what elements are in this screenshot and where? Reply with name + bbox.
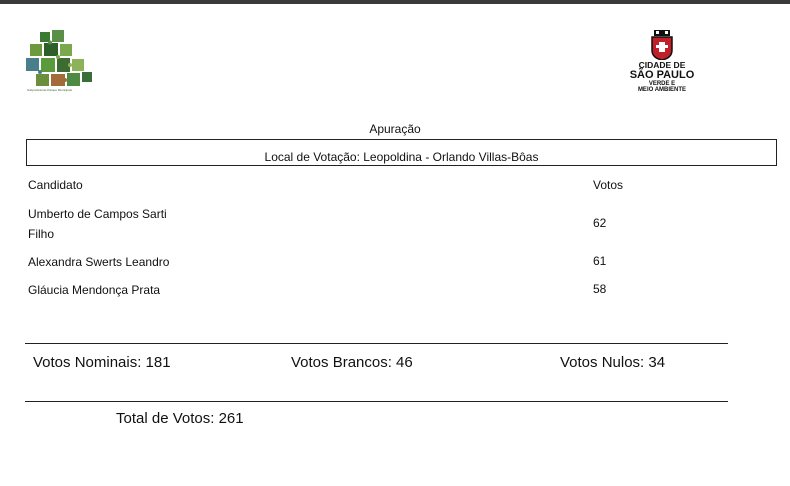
seal-icon [649, 30, 675, 60]
total-votos: Total de Votos: 261 [116, 410, 244, 427]
divider-bottom [25, 401, 728, 402]
seal-line1: CIDADE DE [638, 60, 686, 70]
candidate-name [28, 252, 208, 272]
candidate-name-line2: Filho [28, 227, 55, 241]
candidate-name-line1: Umberto de Campos Sarti [28, 207, 167, 221]
logo-left-caption: Subprefeituras Parque Municipais [27, 88, 73, 92]
page-title: Apuração [369, 122, 421, 136]
candidate-name [28, 280, 208, 300]
top-border [0, 0, 790, 4]
column-header-candidate: Candidato [28, 178, 83, 192]
candidate-name-line1: Gláucia Mendonça Prata [28, 283, 161, 297]
candidate-votes: 58 [593, 282, 607, 296]
votos-nominais: Votos Nominais: 181 [33, 354, 171, 371]
candidate-votes: 61 [593, 254, 607, 268]
city-seal-logo [626, 30, 698, 100]
candidate-name-line1: Alexandra Swerts Leandro [28, 255, 170, 269]
voting-location-label: Local de Votação: Leopoldina - Orlando Villas-Bôas [264, 150, 539, 164]
seal-line2: SÃO PAULO [629, 68, 695, 81]
candidate-votes: 62 [593, 216, 607, 230]
candidate-name [28, 204, 208, 244]
column-header-votes: Votos [593, 178, 624, 192]
votos-nulos: Votos Nulos: 34 [560, 354, 666, 371]
seal-line4: MEIO AMBIENTE [637, 86, 687, 93]
votos-brancos: Votos Brancos: 46 [291, 354, 413, 371]
seal-line3: VERDE E [648, 80, 676, 87]
divider-top [25, 343, 728, 344]
voting-location-box [26, 139, 777, 166]
